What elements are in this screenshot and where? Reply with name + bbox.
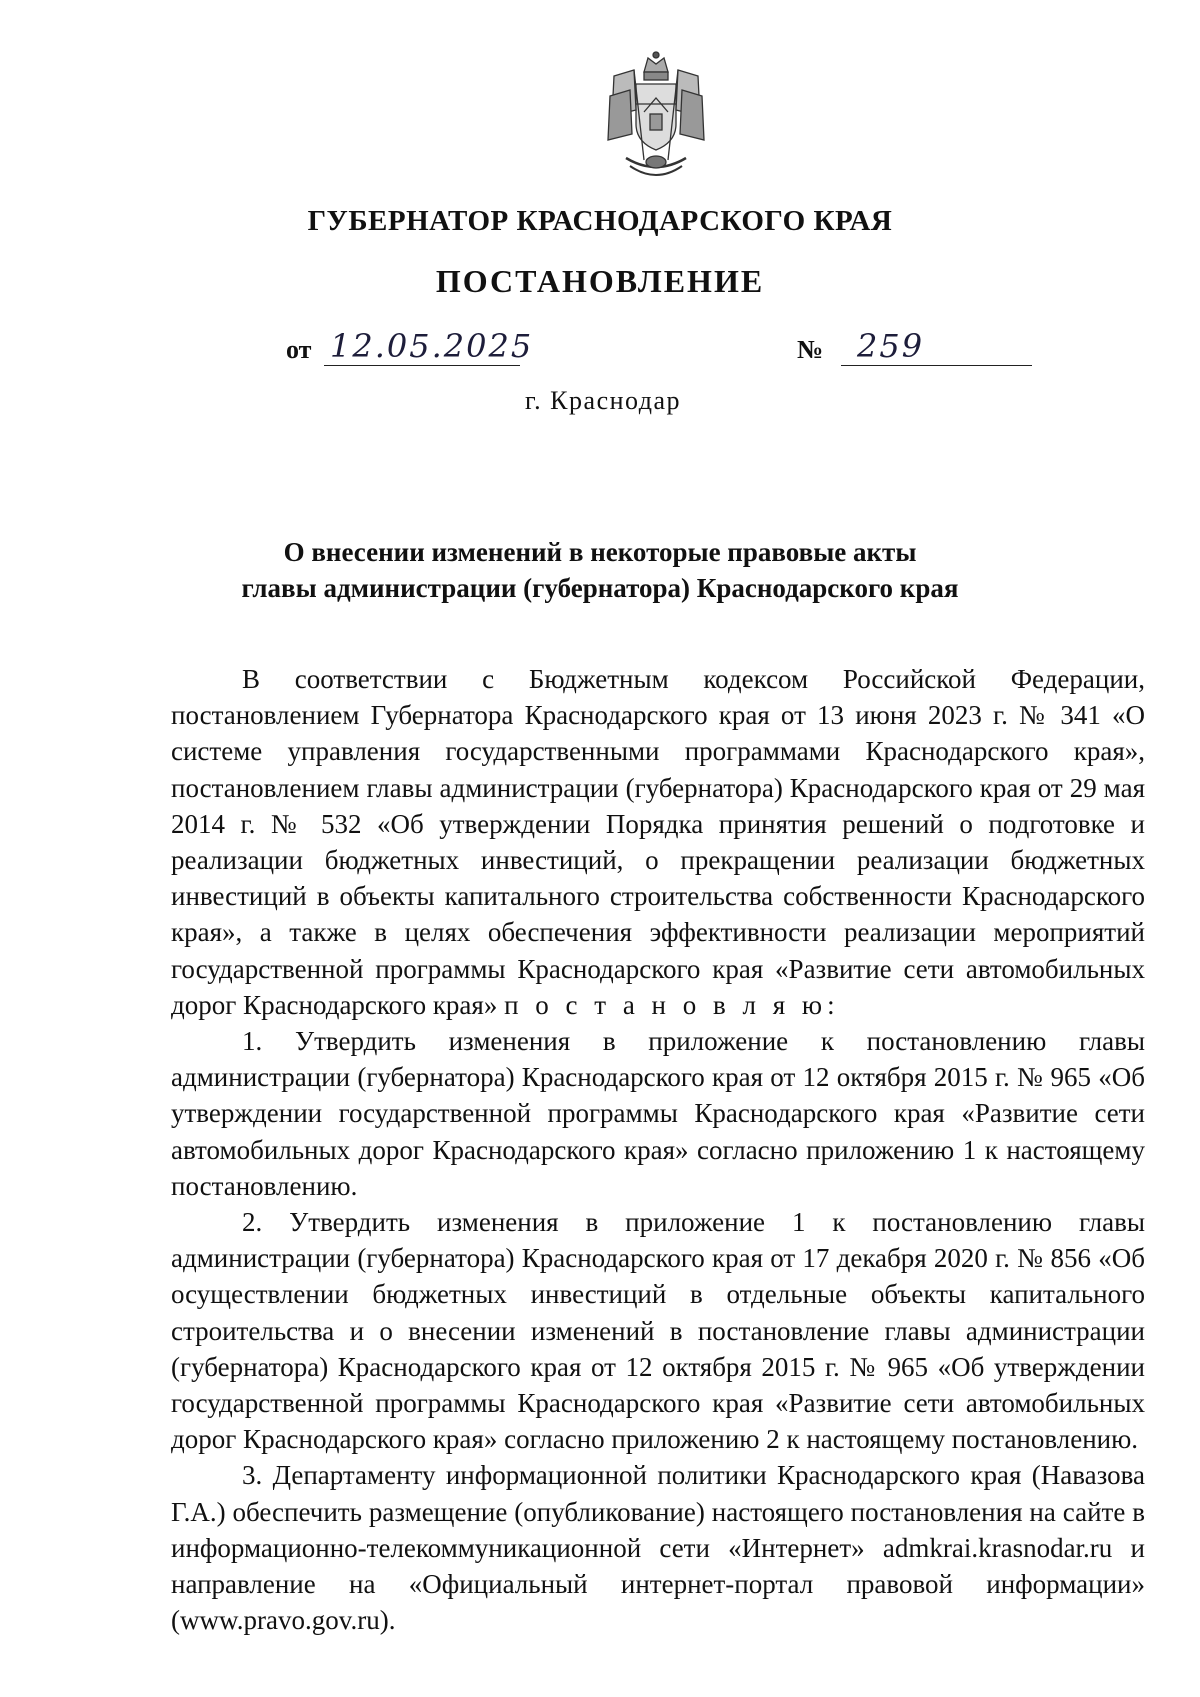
number-underline	[841, 365, 1032, 366]
number-field	[797, 327, 925, 365]
clause-2: 2. Утвердить изменения в приложение 1 к постановлению главы администрации (губернатора) Краснодарского края от 17 декабря 2020 г. № 856 «Об осуществлении бюджетных инвестиций в отдельные объекты капитального строительства и о внесении изменений в постановление главы администрации (губернатора) Краснодарского края от 12 октября 2015 г. № 965 «Об утверждении государственной программы Краснодарского края «Развитие сети автомобильных дорог Краснодарского края» согласно приложению 2 к настоящему постановлению.	[171, 1207, 1145, 1455]
issuing-authority: ГУБЕРНАТОР КРАСНОДАРСКОГО КРАЯ	[307, 205, 893, 237]
date-handwritten: 12.05.2025	[330, 327, 534, 365]
date-underline	[324, 365, 520, 366]
preamble-paragraph	[171, 661, 1145, 1023]
clause-1: 1. Утвердить изменения в приложение к постановлению главы администрации (губернатора) Краснодарского края от 12 октября 2015 г. № 965 «Об утверждении государственной программы Краснодарского края «Развитие сети автомобильных дорог Краснодарского края» согласно приложению 1 к настоящему постановлению.	[171, 1026, 1145, 1201]
number-prefix: №	[797, 335, 824, 364]
number-handwritten: 259	[857, 327, 925, 365]
title-line-1: О внесении изменений в некоторые правовые акты	[283, 537, 917, 567]
document-body	[171, 661, 1145, 1638]
date-prefix: от	[286, 335, 312, 364]
city: г. Краснодар	[524, 386, 682, 415]
coat-of-arms-icon	[604, 50, 708, 186]
preamble-text: В соответствии с Бюджетным кодексом Российской Федерации, постановлением Губернатора Краснодарского края от 13 июня 2023 г. № 341 «О системе управления государственными программами Краснодарского края», постановлением главы администрации (губернатора) Краснодарского края от 29 мая 2014 г. № 532 «Об утверждении Порядка принятия решений о подготовке и реализации бюджетных инвестиций, о прекращении реализации бюджетных инвестиций в объекты капитального строительства собственности Краснодарского края», а также в целях обеспечения эффективности реализации мероприятий государственной программы Краснодарского края «Развитие сети автомобильных дорог Краснодарского края»	[171, 664, 1145, 1020]
clause-3: 3. Департаменту информационной политики Краснодарского края (Навазова Г.А.) обеспечить размещение (опубликование) настоящего постановления на сайте в информационно-телекоммуникационной сети «Интернет» admkrai.krasnodar.ru и направление на «Официальный интернет-портал правовой информации» (www.pravo.gov.ru).	[171, 1460, 1145, 1636]
date-field	[286, 327, 534, 365]
document-title	[0, 534, 1200, 606]
decree-word: п о с т а н о в л я ю:	[504, 989, 840, 1020]
document-type: ПОСТАНОВЛЕНИЕ	[435, 263, 765, 299]
title-line-2: главы администрации (губернатора) Краснодарского края	[241, 573, 959, 603]
